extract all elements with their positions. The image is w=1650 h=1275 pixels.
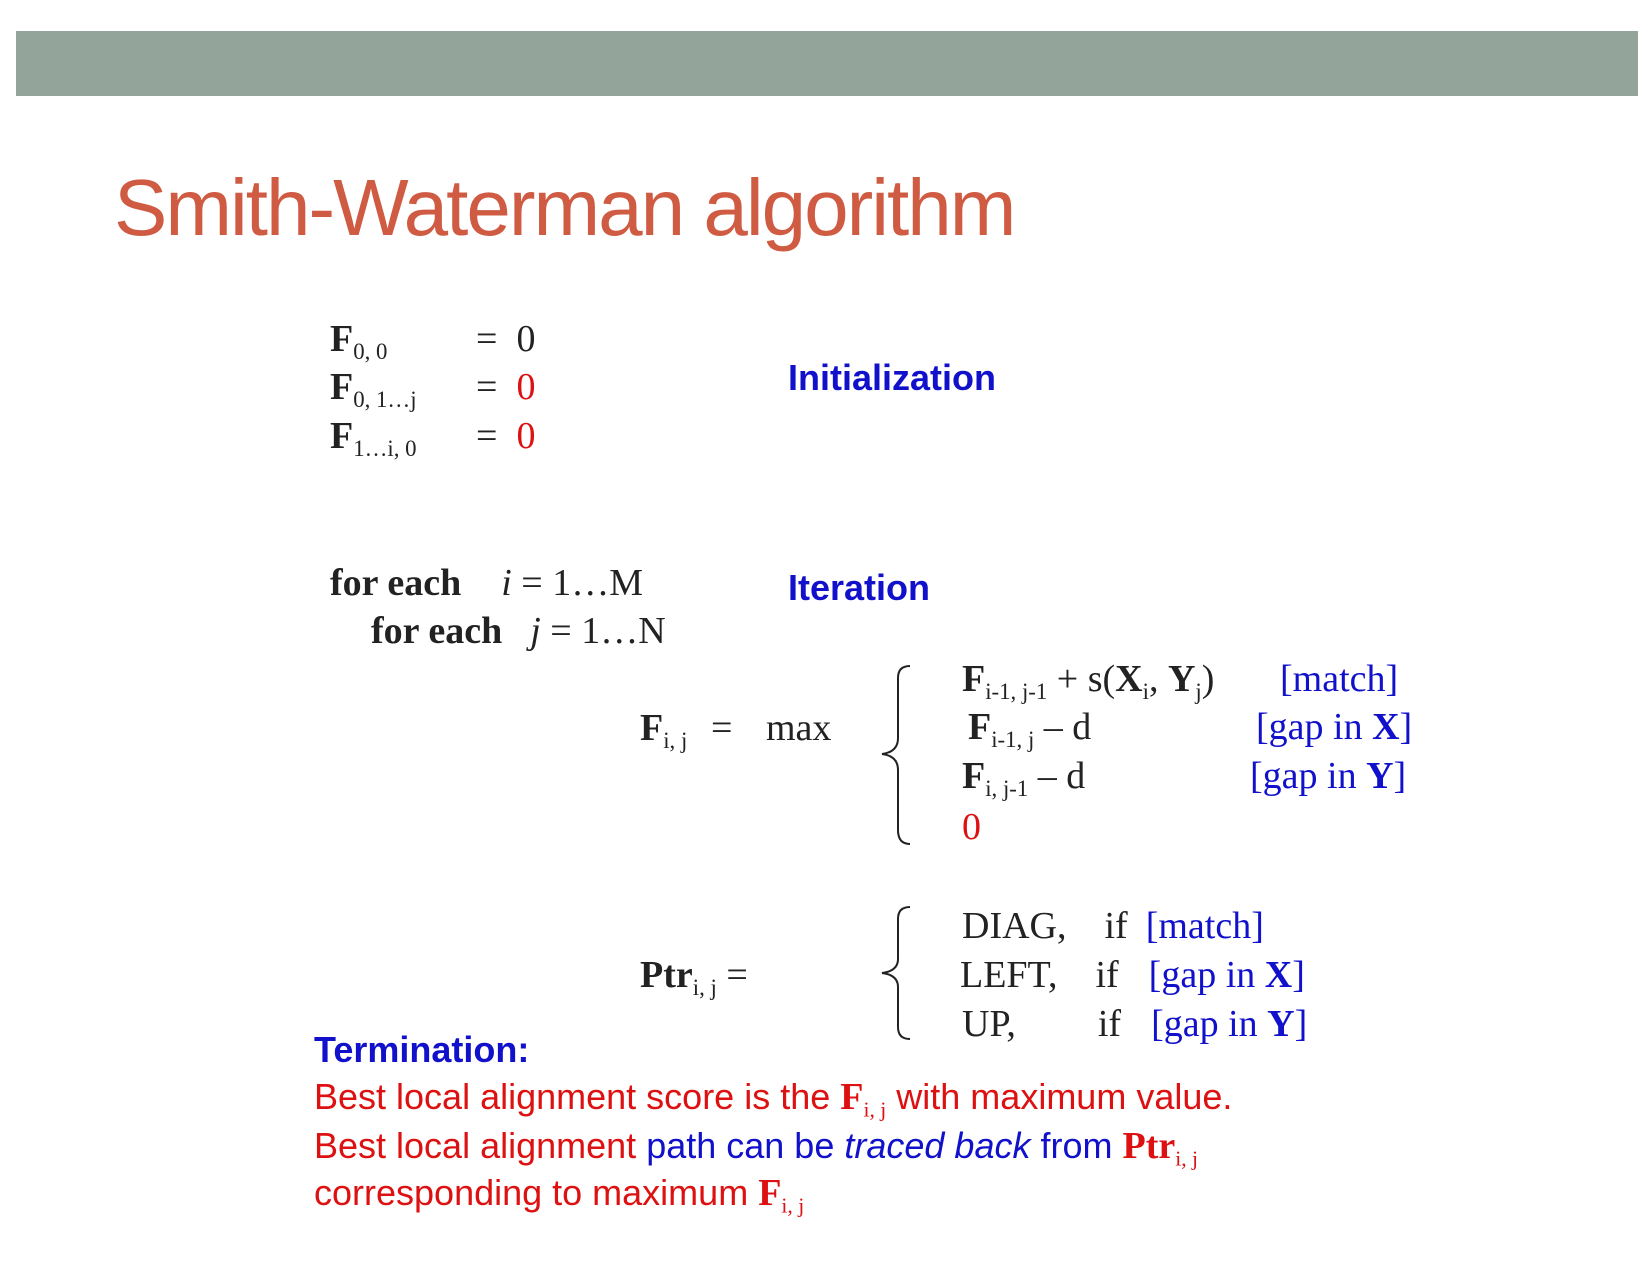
case-gap-x-tag-c: ] (1399, 706, 1413, 748)
case-gap-x-var: F (968, 706, 992, 748)
termination-line-1-sub: i, j (863, 1097, 887, 1122)
f-ij-var: F (640, 707, 664, 749)
ptr-up-tag-c: ] (1294, 1003, 1308, 1045)
ptr-var: Ptr (640, 954, 693, 996)
init-row-3-equals: = (476, 415, 498, 457)
ptr-case-diag (962, 907, 1264, 945)
initialization-label: Initialization (788, 357, 997, 398)
loop-j-range: = 1…N (550, 610, 666, 652)
ptr-diag-dir: DIAG, (962, 905, 1067, 947)
case-zero: 0 (962, 806, 981, 848)
termination-line-3-sub: i, j (781, 1193, 805, 1218)
loop-i-keyword: for each (330, 562, 462, 604)
loop-j (371, 612, 666, 650)
loop-j-keyword: for each (371, 610, 503, 652)
init-row-3-sub: 1…i, 0 (353, 435, 417, 461)
init-row-1-sub: 0, 0 (353, 338, 388, 364)
termination-line-1 (314, 1076, 1233, 1122)
init-row-2-equals: = (476, 366, 498, 408)
init-row-3 (330, 415, 417, 461)
case-gap-x-tag (1256, 708, 1412, 746)
termination-heading: Termination: (314, 1029, 530, 1070)
termination-line-1-b: with maximum value. (886, 1076, 1233, 1117)
termination-line-3 (314, 1172, 805, 1218)
case-gap-x-sub: i-1, j (991, 726, 1035, 752)
init-row-1 (330, 318, 388, 364)
ptr-case-up (962, 1005, 1307, 1043)
case-match-close: ) (1201, 658, 1215, 700)
init-row-1-value: 0 (516, 318, 536, 360)
termination-line-2-d: from (1030, 1125, 1123, 1166)
ptr-left-tag-b: X (1264, 954, 1293, 996)
max-operator: max (766, 707, 832, 749)
init-row-2-value: 0 (516, 366, 536, 408)
ptr-up-tag (1151, 1003, 1307, 1045)
case-match (962, 658, 1215, 704)
termination-line-2-traced-back: traced back (844, 1125, 1031, 1166)
case-gap-y-tag (1250, 757, 1406, 795)
case-gap-x-tag-b: X (1372, 706, 1400, 748)
init-row-3-value: 0 (516, 415, 536, 457)
ptr-left-cond: if (1095, 954, 1119, 996)
case-gap-x-minus: – d (1034, 706, 1092, 748)
ptr-left-dir: LEFT, (960, 954, 1058, 996)
f-ij-equals: = (711, 707, 733, 749)
case-match-tag: [match] (1280, 658, 1399, 700)
ptr-up-tag-a: [gap in (1151, 1003, 1268, 1045)
ptr-equals: = (716, 954, 748, 996)
case-gap-x (968, 706, 1092, 752)
iteration-label: Iteration (788, 567, 931, 608)
init-row-1-var: F (330, 318, 354, 360)
ptr-left-tag-a: [gap in (1148, 954, 1265, 996)
termination-line-2 (314, 1125, 1199, 1171)
init-row-2-var: F (330, 366, 354, 408)
ptr-case-left (960, 956, 1305, 994)
termination-line-1-a: Best local alignment score is the (314, 1076, 841, 1117)
case-match-y: Y (1167, 658, 1196, 700)
case-match-xsub: i (1142, 678, 1149, 704)
termination-line-2-a: Best local alignment (314, 1125, 647, 1166)
case-gap-y-tag-c: ] (1393, 755, 1407, 797)
init-row-1-eq (476, 320, 535, 358)
loop-i (330, 564, 643, 602)
f-ij-sub: i, j (663, 727, 688, 753)
case-gap-y-minus: – d (1028, 755, 1086, 797)
ptr-diag-cond: if (1104, 905, 1128, 947)
init-row-2-sub: 0, 1…j (353, 386, 417, 412)
case-gap-x-tag-a: [gap in (1256, 706, 1373, 748)
termination-line-1-var: F (840, 1076, 864, 1118)
loop-i-range: = 1…M (521, 562, 643, 604)
init-row-3-var: F (330, 415, 354, 457)
case-gap-y-tag-b: Y (1366, 755, 1394, 797)
case-gap-y-tag-a: [gap in (1250, 755, 1367, 797)
case-match-plus: + s( (1047, 658, 1116, 700)
ptr-left-tag-c: ] (1292, 954, 1305, 996)
case-match-ysub: j (1195, 678, 1202, 704)
init-row-3-eq (476, 417, 535, 455)
case-match-x: X (1115, 658, 1143, 700)
termination-line-3-var: F (758, 1172, 782, 1214)
case-gap-y (962, 755, 1086, 801)
header-bar (16, 31, 1638, 96)
ptr-left-tag (1149, 954, 1305, 996)
loop-i-var: i (501, 562, 512, 604)
termination-line-2-b: path can be (646, 1125, 845, 1166)
ptr-up-tag-b: Y (1267, 1003, 1295, 1045)
ptr-brace (876, 905, 916, 1041)
termination-line-3-a: corresponding to maximum (314, 1172, 759, 1213)
slide-title: Smith-Waterman algorithm (114, 163, 1015, 252)
init-row-2 (330, 366, 417, 412)
ptr-up-dir: UP, (962, 1003, 1016, 1045)
ptr-diag-tag: [match] (1145, 905, 1264, 947)
init-row-1-equals: = (476, 318, 498, 360)
loop-j-var: j (530, 610, 541, 652)
f-ij-lhs (640, 707, 688, 753)
case-gap-y-var: F (962, 755, 986, 797)
termination-line-2-sub: i, j (1175, 1146, 1199, 1171)
ptr-sub: i, j (692, 974, 717, 1000)
init-row-2-eq (476, 368, 535, 406)
max-brace (876, 664, 916, 846)
ptr-up-cond: if (1097, 1003, 1122, 1045)
case-gap-y-sub: i, j-1 (985, 775, 1029, 801)
case-match-sub: i-1, j-1 (985, 678, 1048, 704)
ptr-lhs (640, 954, 748, 1000)
termination-line-2-var: Ptr (1122, 1125, 1176, 1167)
case-match-comma: , (1148, 658, 1168, 700)
case-match-var: F (962, 658, 986, 700)
